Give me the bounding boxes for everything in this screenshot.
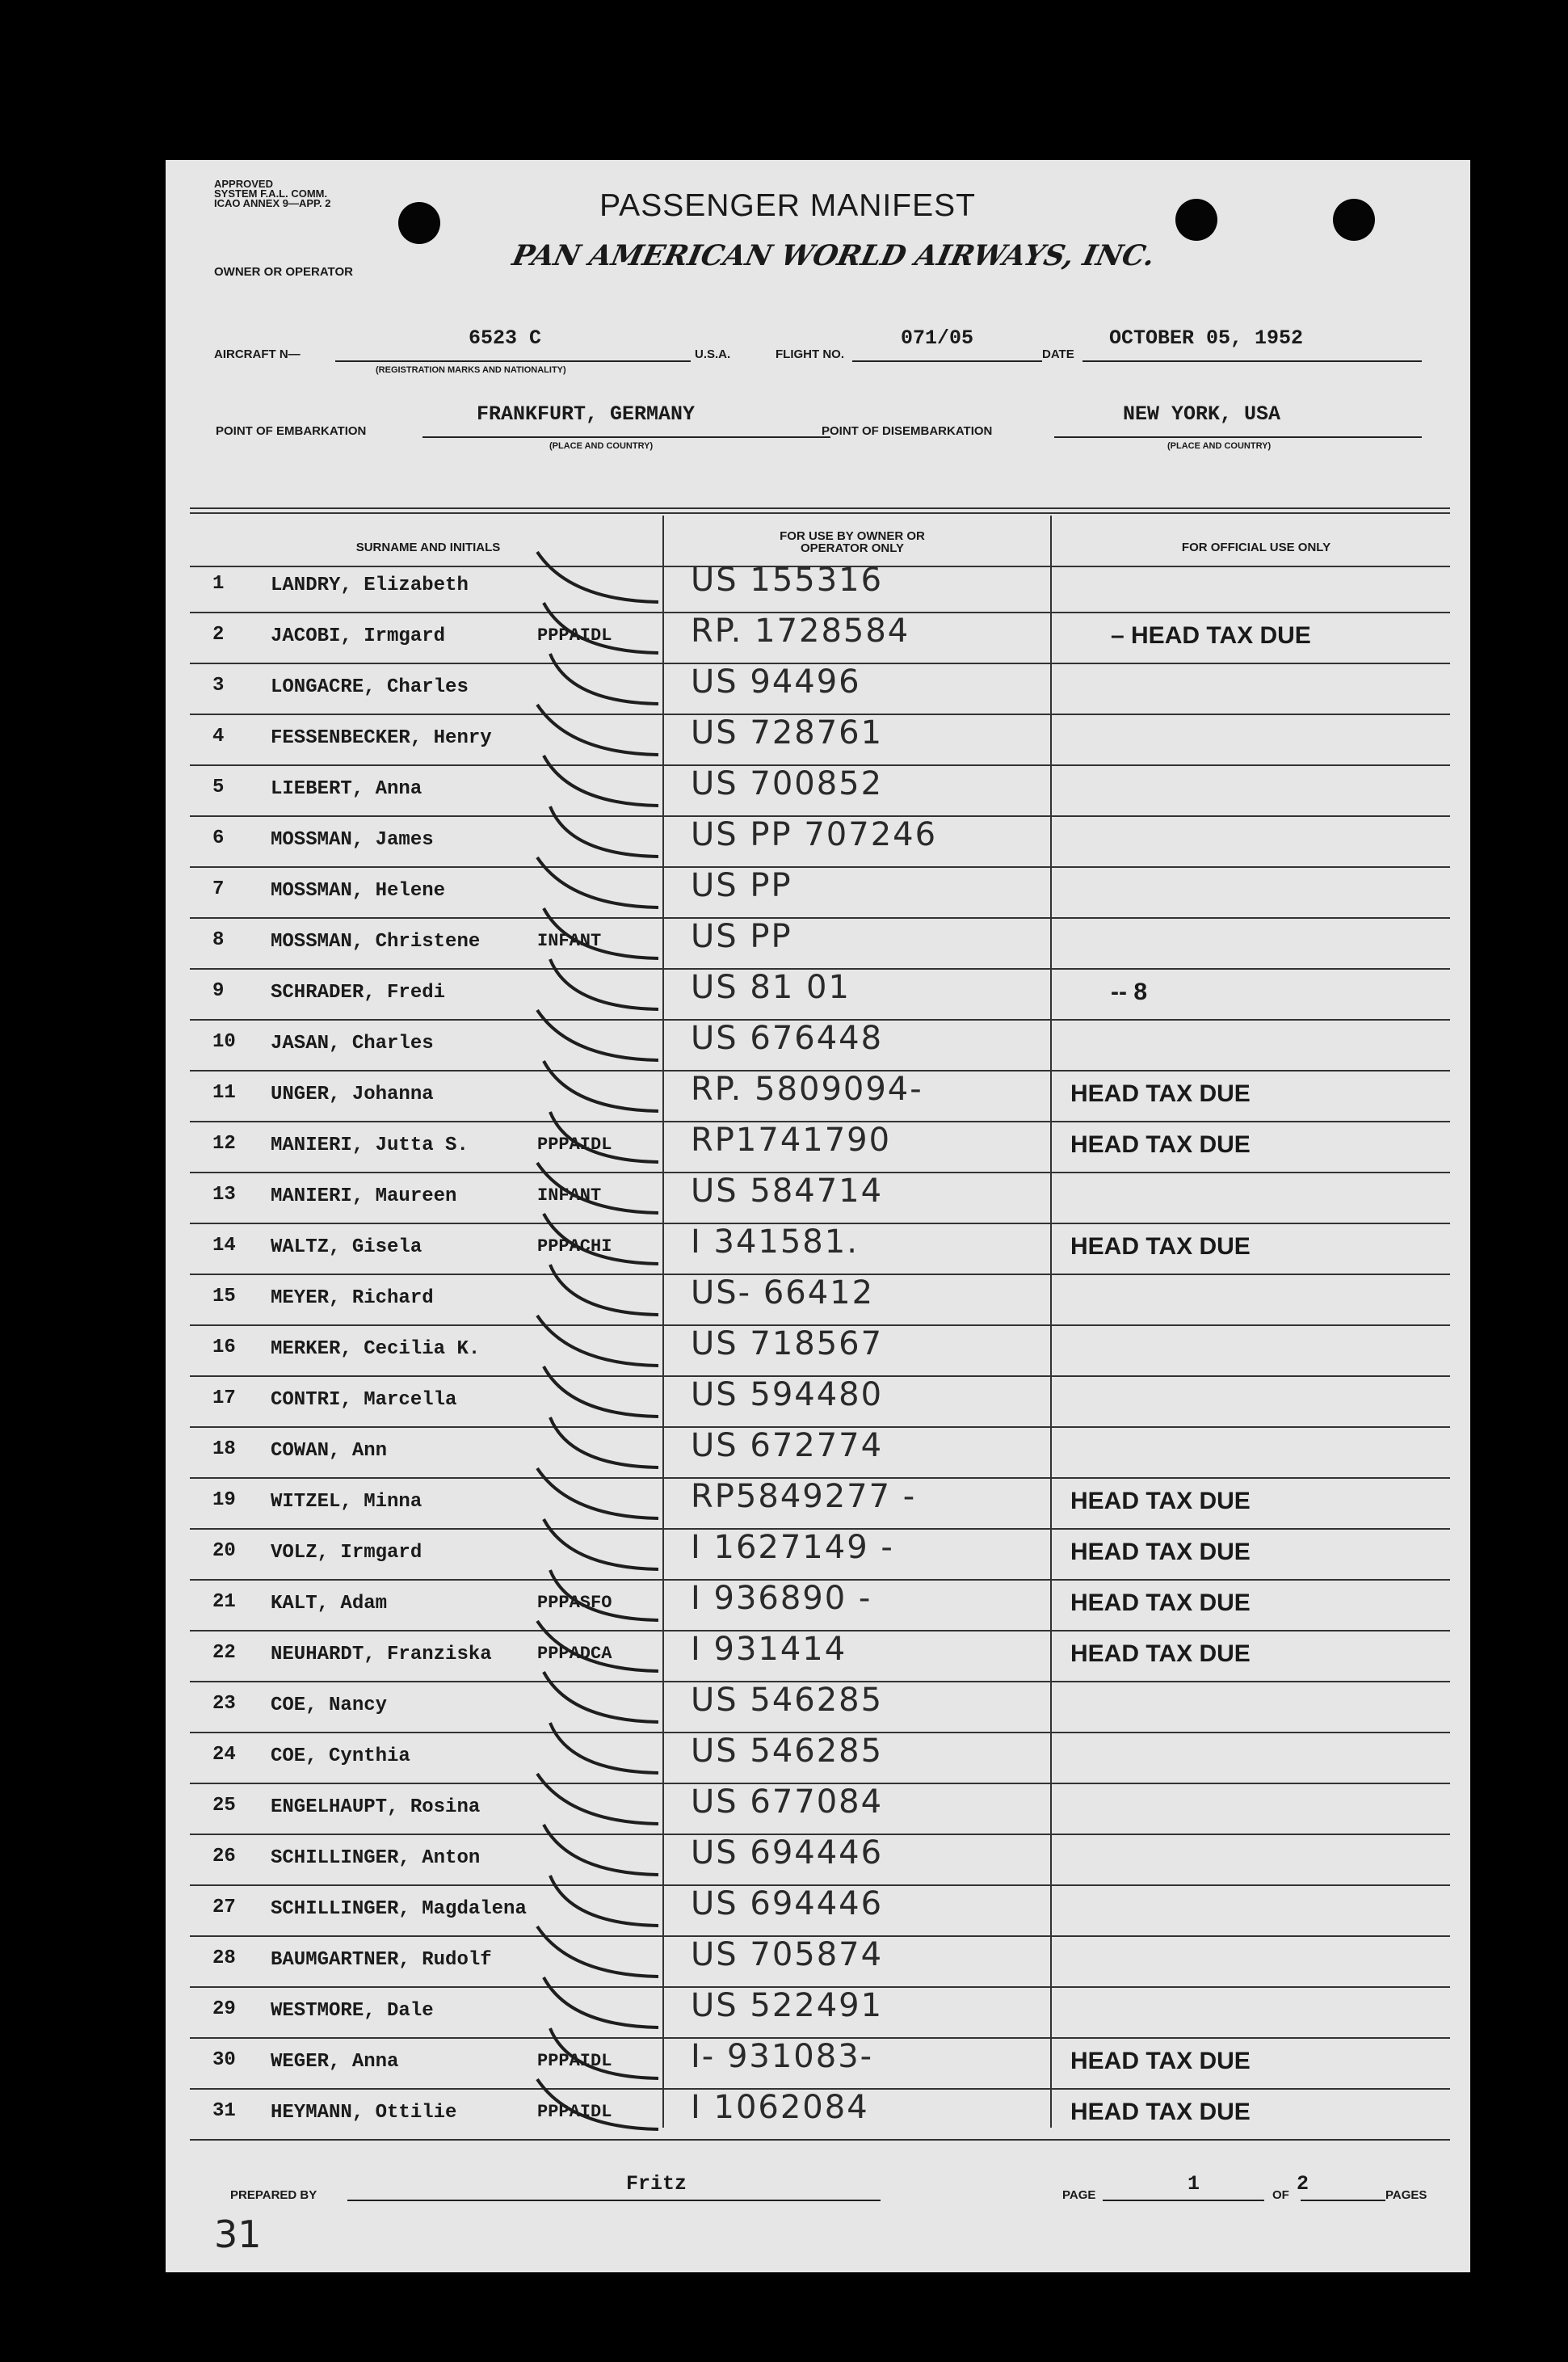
passenger-name: SCHILLINGER, Magdalena	[271, 1898, 527, 1920]
document-number: I 341581.	[691, 1223, 859, 1261]
row-number: 19	[212, 1489, 236, 1511]
manifest-row	[190, 1631, 1450, 1688]
manifest-row	[190, 2038, 1450, 2095]
passenger-name: WEGER, Anna	[271, 2051, 399, 2073]
manifest-row	[190, 1682, 1450, 1739]
passenger-name: MEYER, Richard	[271, 1287, 434, 1309]
row-number: 25	[212, 1795, 236, 1817]
passenger-name: UNGER, Johanna	[271, 1084, 434, 1105]
manifest-row	[190, 1478, 1450, 1535]
manifest-row	[190, 1783, 1450, 1841]
row-number: 17	[212, 1387, 236, 1409]
manifest-row	[190, 1427, 1450, 1484]
document-number: US PP 707246	[691, 816, 938, 853]
passenger-name: MERKER, Cecilia K.	[271, 1338, 481, 1360]
punch-hole	[1333, 199, 1375, 241]
document-number: US 546285	[691, 1682, 884, 1719]
remark: PPPAIDL	[537, 625, 612, 646]
document-number: US PP	[691, 918, 792, 955]
manifest-row	[190, 1529, 1450, 1586]
row-number: 20	[212, 1540, 236, 1562]
pages-value: 2	[1297, 2172, 1309, 2196]
passenger-name: HEYMANN, Ottilie	[271, 2102, 457, 2124]
manifest-row	[190, 1733, 1450, 1790]
passenger-name: FESSENBECKER, Henry	[271, 727, 492, 749]
official-note: – HEAD TAX DUE	[1111, 622, 1311, 649]
official-note: HEAD TAX DUE	[1070, 1539, 1251, 1565]
row-number: 9	[212, 980, 225, 1002]
row-number: 2	[212, 624, 225, 646]
passenger-name: CONTRI, Marcella	[271, 1389, 457, 1411]
document-number: I- 931083-	[691, 2038, 874, 2075]
official-note: HEAD TAX DUE	[1070, 1080, 1251, 1107]
manifest-row	[190, 1325, 1450, 1383]
place-caption: (PLACE AND COUNTRY)	[549, 441, 654, 451]
official-note: HEAD TAX DUE	[1070, 2099, 1251, 2125]
embarkation-value: FRANKFURT, GERMANY	[477, 402, 696, 426]
remark: PPPAIDL	[537, 1135, 612, 1155]
passenger-name: KALT, Adam	[271, 1593, 388, 1615]
surname-column-header: SURNAME AND INITIALS	[355, 541, 501, 554]
official-note: HEAD TAX DUE	[1070, 1131, 1251, 1158]
document-number: US 694446	[691, 1834, 884, 1871]
flight-value: 071/05	[901, 326, 974, 350]
of-line	[1301, 2200, 1385, 2201]
manifest-row	[190, 867, 1450, 924]
row-number: 31	[212, 2100, 236, 2122]
date-value: OCTOBER 05, 1952	[1109, 326, 1304, 350]
remark: PPPASFO	[537, 1593, 612, 1613]
remark: INFANT	[537, 1185, 602, 1206]
row-number: 10	[212, 1031, 236, 1053]
manifest-row	[190, 1274, 1450, 1332]
passenger-name: SCHRADER, Fredi	[271, 982, 446, 1004]
official-note: HEAD TAX DUE	[1070, 1233, 1251, 1260]
document-number: I 936890 -	[691, 1580, 872, 1617]
passenger-name: WALTZ, Gisela	[271, 1236, 422, 1258]
official-note: HEAD TAX DUE	[1070, 2048, 1251, 2074]
document-number: US 522491	[691, 1987, 884, 2024]
passenger-name: MOSSMAN, James	[271, 829, 434, 851]
passenger-name: MOSSMAN, Christene	[271, 931, 481, 953]
disembarkation-value: NEW YORK, USA	[1123, 402, 1281, 426]
prepared-line	[347, 2200, 881, 2201]
table-top-rule	[190, 507, 1450, 509]
document-number: US 584714	[691, 1173, 884, 1210]
passenger-name: WITZEL, Minna	[271, 1491, 422, 1513]
punch-hole	[1175, 199, 1217, 241]
row-number: 8	[212, 929, 225, 951]
manifest-row	[190, 1936, 1450, 1994]
manifest-row	[190, 1173, 1450, 1230]
page-value: 1	[1188, 2172, 1200, 2196]
document-number: RP. 1728584	[691, 613, 910, 650]
manifest-row	[190, 918, 1450, 975]
document-number: US PP	[691, 867, 792, 904]
disembarkation-line	[1054, 436, 1422, 438]
usa-label: U.S.A.	[695, 347, 731, 361]
passenger-name: MOSSMAN, Helene	[271, 880, 446, 902]
document-number: RP5849277 -	[691, 1478, 917, 1515]
embarkation-line	[422, 436, 830, 438]
row-number: 13	[212, 1184, 236, 1206]
document-number: US 594480	[691, 1376, 884, 1413]
remark: PPPAIDL	[537, 2051, 612, 2071]
row-number: 29	[212, 1998, 236, 2020]
punch-hole	[398, 202, 440, 244]
document-number: US 94496	[691, 663, 861, 701]
manifest-row	[190, 765, 1450, 823]
row-number: 11	[212, 1082, 236, 1104]
official-note: HEAD TAX DUE	[1070, 1589, 1251, 1616]
document-number: US 700852	[691, 765, 884, 802]
row-number: 4	[212, 726, 225, 747]
passenger-name: NEUHARDT, Franziska	[271, 1644, 492, 1665]
operator-name: PAN AMERICAN WORLD AIRWAYS, INC.	[509, 239, 1158, 272]
row-number: 15	[212, 1286, 236, 1307]
document-number: US 718567	[691, 1325, 884, 1362]
corner-number: 31	[214, 2213, 262, 2256]
manifest-row	[190, 714, 1450, 772]
document-number: I 1062084	[691, 2089, 869, 2126]
document-number: US 672774	[691, 1427, 884, 1464]
document-number: I 931414	[691, 1631, 847, 1668]
document-number: US- 66412	[691, 1274, 875, 1312]
page-line	[1103, 2200, 1264, 2201]
row-number: 14	[212, 1235, 236, 1257]
document-number: US 676448	[691, 1020, 884, 1057]
document-number: US 705874	[691, 1936, 884, 1973]
row-number: 7	[212, 878, 225, 900]
page-label: PAGE	[1062, 2188, 1096, 2202]
passenger-name: SCHILLINGER, Anton	[271, 1847, 481, 1869]
remark: INFANT	[537, 931, 602, 951]
manifest-row	[190, 562, 1450, 619]
passenger-name: WESTMORE, Dale	[271, 2000, 434, 2022]
owner-column-header: FOR USE BY OWNER OR OPERATOR ONLY	[780, 529, 925, 555]
manifest-row	[190, 1071, 1450, 1128]
document-number: US 546285	[691, 1733, 884, 1770]
of-label: OF	[1272, 2188, 1289, 2202]
table-top-rule	[190, 512, 1450, 514]
document-number: I 1627149 -	[691, 1529, 894, 1566]
manifest-row	[190, 969, 1450, 1026]
manifest-row	[190, 1834, 1450, 1892]
manifest-sheet	[166, 160, 1470, 2272]
official-column-header: FOR OFFICIAL USE ONLY	[1181, 541, 1331, 554]
flight-line	[852, 360, 1042, 362]
row-number: 27	[212, 1897, 236, 1918]
flight-label: FLIGHT NO.	[776, 347, 844, 361]
manifest-row	[190, 2089, 1450, 2146]
passenger-name: LONGACRE, Charles	[271, 676, 469, 698]
official-note: HEAD TAX DUE	[1070, 1640, 1251, 1667]
row-number: 3	[212, 675, 225, 697]
document-number: US 694446	[691, 1885, 884, 1922]
passenger-name: JASAN, Charles	[271, 1033, 434, 1055]
passenger-name: MANIERI, Jutta S.	[271, 1135, 469, 1156]
passenger-name: COE, Cynthia	[271, 1745, 410, 1767]
approval-line: ICAO ANNEX 9—APP. 2	[214, 197, 331, 209]
approval-block	[214, 179, 335, 208]
document-number: US 81 01	[691, 969, 851, 1006]
manifest-row	[190, 816, 1450, 874]
passenger-name: LIEBERT, Anna	[271, 778, 422, 800]
official-note: -- 8	[1111, 979, 1147, 1005]
remark: PPPACHI	[537, 1236, 612, 1257]
remark: PPPAIDL	[537, 2102, 612, 2122]
document-number: RP1741790	[691, 1122, 892, 1159]
official-note: HEAD TAX DUE	[1070, 1488, 1251, 1514]
remark: PPPADCA	[537, 1644, 612, 1664]
row-number: 18	[212, 1438, 236, 1460]
document-number: US 155316	[691, 562, 884, 599]
row-number: 23	[212, 1693, 236, 1715]
manifest-row	[190, 613, 1450, 670]
document-number: RP. 5809094-	[691, 1071, 923, 1108]
pages-label: PAGES	[1385, 2188, 1427, 2202]
row-number: 26	[212, 1846, 236, 1867]
prepared-label: PREPARED BY	[230, 2188, 317, 2202]
prepared-value: Fritz	[626, 2172, 687, 2196]
aircraft-line	[335, 360, 691, 362]
row-number: 1	[212, 573, 225, 595]
date-line	[1082, 360, 1422, 362]
row-rule	[190, 917, 1450, 919]
row-rule	[190, 2139, 1450, 2141]
manifest-row	[190, 1987, 1450, 2044]
aircraft-label: AIRCRAFT N—	[214, 347, 301, 361]
manifest-row	[190, 663, 1450, 721]
row-number: 22	[212, 1642, 236, 1664]
row-number: 30	[212, 2049, 236, 2071]
manifest-row	[190, 1376, 1450, 1434]
manifest-row	[190, 1223, 1450, 1281]
passenger-name: BAUMGARTNER, Rudolf	[271, 1949, 492, 1971]
document-number: US 677084	[691, 1783, 884, 1821]
passenger-name: MANIERI, Maureen	[271, 1185, 457, 1207]
registration-caption: (REGISTRATION MARKS AND NATIONALITY)	[376, 365, 566, 375]
row-number: 5	[212, 777, 225, 798]
date-label: DATE	[1042, 347, 1074, 361]
manifest-row	[190, 1122, 1450, 1179]
passenger-name: JACOBI, Irmgard	[271, 625, 446, 647]
place-caption: (PLACE AND COUNTRY)	[1167, 441, 1272, 451]
owner-label: OWNER OR OPERATOR	[214, 265, 353, 279]
row-number: 28	[212, 1947, 236, 1969]
manifest-row	[190, 1580, 1450, 1637]
manifest-row	[190, 1020, 1450, 1077]
passenger-name: LANDRY, Elizabeth	[271, 575, 469, 596]
approval-line: SYSTEM F.A.L. COMM.	[214, 187, 328, 200]
row-number: 24	[212, 1744, 236, 1766]
row-number: 16	[212, 1337, 236, 1358]
document-number: US 728761	[691, 714, 884, 752]
row-number: 21	[212, 1591, 236, 1613]
passenger-name: ENGELHAUPT, Rosina	[271, 1796, 481, 1818]
passenger-name: COE, Nancy	[271, 1695, 388, 1716]
row-number: 12	[212, 1133, 236, 1155]
row-number: 6	[212, 827, 225, 849]
row-rule	[190, 866, 1450, 868]
document-title: PASSENGER MANIFEST	[599, 188, 976, 223]
manifest-row	[190, 1885, 1450, 1943]
approval-line: APPROVED	[214, 178, 273, 190]
aircraft-value: 6523 C	[469, 326, 542, 350]
passenger-name: COWAN, Ann	[271, 1440, 388, 1462]
disembarkation-label: POINT OF DISEMBARKATION	[822, 424, 993, 438]
embarkation-label: POINT OF EMBARKATION	[216, 424, 367, 438]
passenger-name: VOLZ, Irmgard	[271, 1542, 422, 1564]
